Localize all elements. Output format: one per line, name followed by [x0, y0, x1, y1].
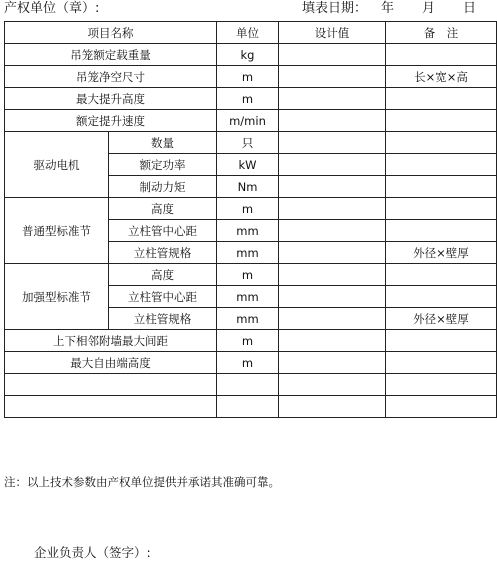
design-value-cell[interactable]	[279, 352, 386, 374]
design-value-cell[interactable]	[279, 66, 386, 88]
table-row	[5, 352, 497, 374]
remark-cell: 外径×壁厚	[386, 242, 497, 264]
blank-value-cell[interactable]	[279, 396, 386, 418]
table-row	[5, 198, 497, 220]
design-value-cell[interactable]	[279, 264, 386, 286]
item-unit: mm	[217, 242, 279, 264]
design-value-cell[interactable]	[279, 242, 386, 264]
remark-cell	[386, 198, 497, 220]
blank-row	[5, 396, 497, 418]
blank-unit-cell[interactable]	[217, 396, 279, 418]
remark-cell	[386, 44, 497, 66]
blank-row	[5, 374, 497, 396]
sub-item-name: 高度	[109, 198, 217, 220]
table-row	[5, 110, 497, 132]
item-name: 吊笼额定载重量	[5, 44, 217, 66]
item-name: 最大提升高度	[5, 88, 217, 110]
column-header-name: 项目名称	[5, 22, 217, 44]
column-header-remarks: 备 注	[386, 22, 497, 44]
remark-cell	[386, 330, 497, 352]
remark-cell	[386, 154, 497, 176]
table-row	[5, 66, 497, 88]
day-label: 日	[463, 1, 477, 16]
table-row	[5, 44, 497, 66]
remark-cell	[386, 264, 497, 286]
column-header-design-value: 设计值	[279, 22, 386, 44]
parameter-table	[4, 21, 497, 418]
blank-name-cell[interactable]	[5, 374, 217, 396]
item-name: 上下相邻附墙最大间距	[5, 330, 217, 352]
blank-remark-cell[interactable]	[386, 396, 497, 418]
table-row	[5, 264, 497, 286]
group-label: 驱动电机	[5, 132, 109, 198]
design-value-cell[interactable]	[279, 198, 386, 220]
sub-item-name: 立柱管中心距	[109, 220, 217, 242]
item-unit: kW	[217, 154, 279, 176]
item-unit: kg	[217, 44, 279, 66]
design-value-cell[interactable]	[279, 330, 386, 352]
design-value-cell[interactable]	[279, 44, 386, 66]
item-unit: m	[217, 330, 279, 352]
sub-item-name: 数量	[109, 132, 217, 154]
item-unit: m	[217, 352, 279, 374]
remark-cell: 外径×壁厚	[386, 308, 497, 330]
table-row	[5, 330, 497, 352]
month-label: 月	[422, 1, 436, 16]
design-value-cell[interactable]	[279, 220, 386, 242]
design-value-cell[interactable]	[279, 286, 386, 308]
item-unit: m	[217, 198, 279, 220]
signature-label: 企业负责人（签字）:	[34, 545, 151, 560]
footnote: 注：以上技术参数由产权单位提供并承诺其准确可靠。	[4, 475, 280, 489]
blank-unit-cell[interactable]	[217, 374, 279, 396]
group-label: 加强型标准节	[5, 264, 109, 330]
remark-cell	[386, 132, 497, 154]
remark-cell	[386, 220, 497, 242]
item-unit: m	[217, 66, 279, 88]
sub-item-name: 立柱管规格	[109, 242, 217, 264]
fill-date-line	[302, 0, 476, 18]
item-unit: 只	[217, 132, 279, 154]
sub-item-name: 立柱管规格	[109, 308, 217, 330]
blank-remark-cell[interactable]	[386, 374, 497, 396]
design-value-cell[interactable]	[279, 132, 386, 154]
item-unit: m	[217, 88, 279, 110]
item-name: 最大自由端高度	[5, 352, 217, 374]
date-label: 填表日期：	[302, 1, 368, 16]
table-row	[5, 88, 497, 110]
sub-item-name: 制动力矩	[109, 176, 217, 198]
remark-cell	[386, 352, 497, 374]
blank-value-cell[interactable]	[279, 374, 386, 396]
table-header-row	[5, 22, 497, 44]
remark-cell: 长×宽×高	[386, 66, 497, 88]
item-unit: mm	[217, 220, 279, 242]
item-unit: Nm	[217, 176, 279, 198]
blank-name-cell[interactable]	[5, 396, 217, 418]
group-label: 普通型标准节	[5, 198, 109, 264]
design-value-cell[interactable]	[279, 176, 386, 198]
item-unit: mm	[217, 308, 279, 330]
sub-item-name: 高度	[109, 264, 217, 286]
column-header-unit: 单位	[217, 22, 279, 44]
design-value-cell[interactable]	[279, 88, 386, 110]
remark-cell	[386, 88, 497, 110]
year-label: 年	[381, 1, 395, 16]
table-body	[5, 22, 497, 418]
design-value-cell[interactable]	[279, 308, 386, 330]
sub-item-name: 立柱管中心距	[109, 286, 217, 308]
remark-cell	[386, 176, 497, 198]
remark-cell	[386, 286, 497, 308]
item-name: 吊笼净空尺寸	[5, 66, 217, 88]
design-value-cell[interactable]	[279, 110, 386, 132]
design-value-cell[interactable]	[279, 154, 386, 176]
item-unit: m	[217, 264, 279, 286]
sub-item-name: 额定功率	[109, 154, 217, 176]
org-label: 产权单位（章）:	[4, 1, 100, 16]
remark-cell	[386, 110, 497, 132]
item-name: 额定提升速度	[5, 110, 217, 132]
item-unit: m/min	[217, 110, 279, 132]
item-unit: mm	[217, 286, 279, 308]
table-row	[5, 132, 497, 154]
